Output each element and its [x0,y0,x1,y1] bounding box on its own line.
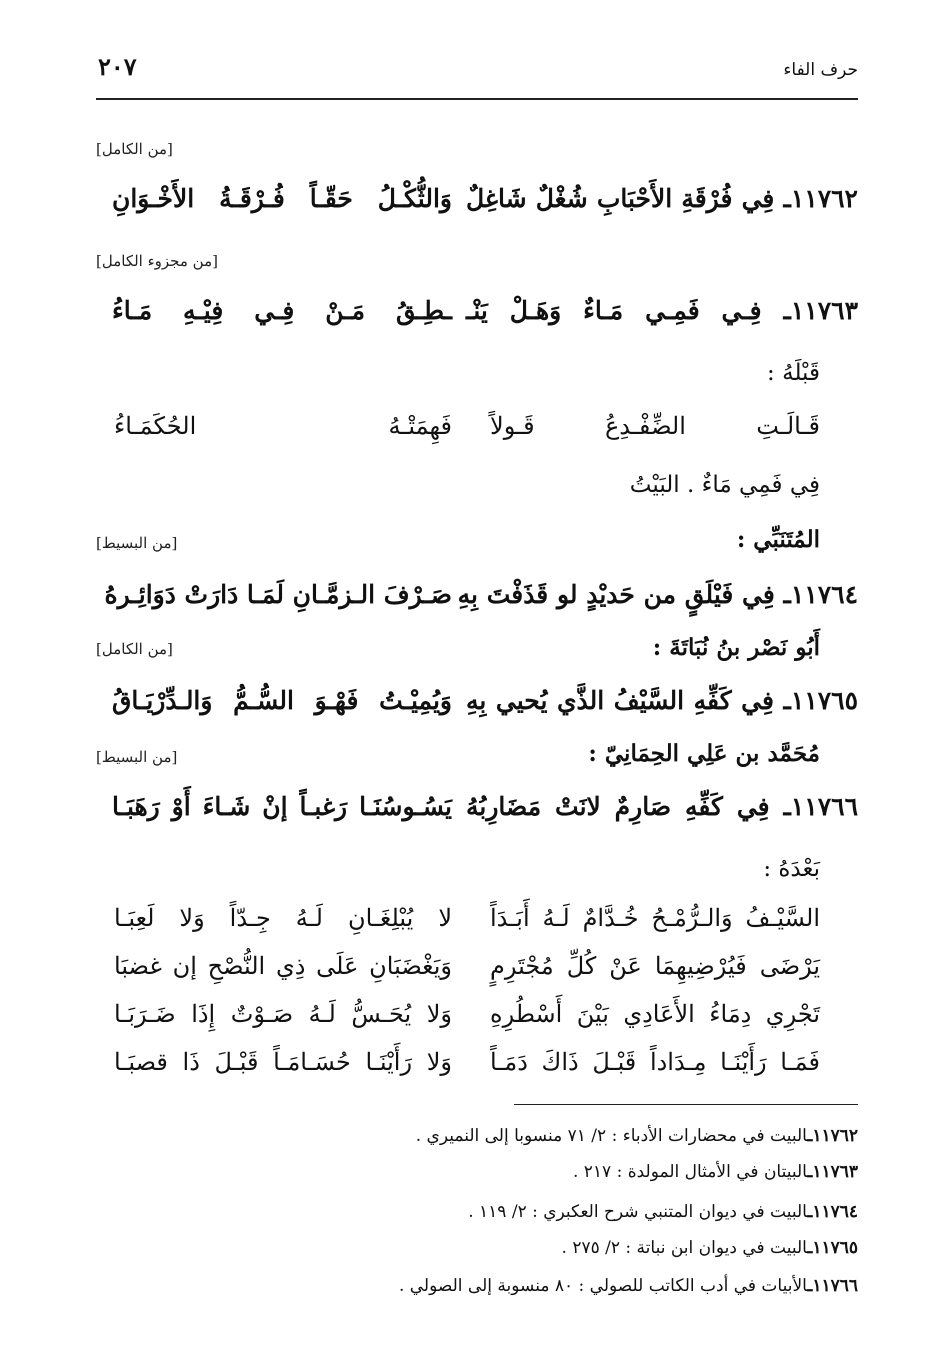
verse-second-hemistich: وَالثُّكْـلُ حَقّـاً فُـرْقَـةُ الأَخْـوَانِ [112,184,452,213]
meter-label: [من البسيط] [96,534,178,552]
verse-number: ١١٧٦٤ـ [783,580,858,609]
meter-label: [من الكامل] [96,640,173,658]
verse-number: ١١٧٦٣ـ [783,296,858,325]
verse-sadr [466,184,858,213]
poet-name: المُتَنَبِّي : [736,526,820,553]
verse-second-hemistich: وَيُمِيْـتُ فَهْـوَ السُّـمُّ وَالـدِّرْيَـاقُ [112,686,452,715]
following-verse-first-hemistich: يَرْضَى فَيُرْضِيهِمَا عَنْ كُلِّ مُجْتَرِمٍ [490,952,820,980]
verse-note: فِي فَمِي مَاءٌ . البَيْتُ [629,472,820,498]
footnote-text: البيتان في الأمثال المولدة : ٢١٧ . [572,1162,808,1182]
verse-sadr [457,580,858,609]
following-verse-second-hemistich: وَلا يُحَـسُّ لَـهُ صَـوْتٌ إِذَا ضَـرَبَـا [114,1000,452,1028]
poet-name: مُحَمَّد بن عَلِي الحِمَانِيّ : [588,740,820,767]
verse-sadr [466,792,858,821]
footnote-number: ١١٧٦٢ـ [807,1126,858,1146]
cited-verse-second-hemistich: فَهِمَتْـهُ الحُكَمَـاءُ [114,412,452,440]
footnote-divider [514,1104,858,1105]
footnote [416,1126,858,1146]
verse-first-hemistich: فِي كَفِّهِ صَارِمٌ لانَتْ مَضَارِبُهُ [466,792,770,821]
footnote [562,1238,858,1258]
following-verse-second-hemistich: وَيَغْضَبَانِ عَلَى ذِي النُّصْحِ إن غضبَا [114,952,452,980]
verse-number: ١١٧٦٦ـ [783,792,858,821]
verse-first-hemistich: فِي فُرْقَةِ الأَحْبَابِ شُغْلٌ شَاغِلٌ [466,184,775,213]
verse-first-hemistich: فِي فَيْلَقٍ من حَديْدٍ لو قَذَفْتَ بِهِ [457,580,775,609]
footnote [468,1202,858,1222]
footnote-number: ١١٧٦٦ـ [807,1276,858,1296]
verse-second-hemistich: ـطِـقُ مَـنْ فِـي فِيْـهِ مَـاءُ [112,296,452,325]
verse-sadr [466,686,858,715]
cited-verse-first-hemistich: قَـالَـتِ الضِّفْـدِعُ قَـولاً [490,412,820,440]
header-divider [96,98,858,100]
meter-label: [من الكامل] [96,140,173,158]
verse-number: ١١٧٦٥ـ [783,686,858,715]
footnote-text: البيت في ديوان ابن نباتة : ٢/ ٢٧٥ . [561,1238,808,1258]
page-header [96,44,858,94]
verse-note: بَعْدَهُ : [763,856,820,882]
footnote-text: البيت في ديوان المتنبي شرح العكبري : ٢/ ١١٩ . [468,1202,808,1222]
verse-note: قَبْلَهُ : [767,360,820,386]
verse-second-hemistich: يَسُـوسُنَـا رَغبـاً إنْ شَـاءَ أَوْ رَهَبَـا [112,792,452,821]
footnote-number: ١١٧٦٣ـ [807,1162,858,1182]
following-verse-first-hemistich: فَمَـا رَأَيْنَـا مِـدَاداً قَبْـلَ ذَاكَ دَمَـاً [490,1048,820,1076]
footnote-number: ١١٧٦٤ـ [807,1202,858,1222]
footnote [573,1162,858,1182]
following-verse-second-hemistich: لا يُبْلِغَـانِ لَـهُ جِـدّاً وَلا لَعِبَـا [114,904,452,932]
footnote [399,1276,858,1296]
verse-first-hemistich: فِي كَفِّهِ السَّيْفُ الذَّي يُحيي بِهِ [466,686,774,715]
footnote-text: الأبيات في أدب الكاتب للصولي : ٨٠ منسوبة إلى الصولي . [398,1276,808,1296]
page-number: ٢٠٧ [98,52,137,81]
following-verse-first-hemistich: السَّيْـفُ وَالـرُّمْـحُ خُـدَّامٌ لَـهُ أَبَـدَاً [490,904,820,932]
meter-label: [من مجزوء الكامل] [96,252,218,270]
footnote-number: ١١٧٦٥ـ [807,1238,858,1258]
verse-number: ١١٧٦٢ـ [783,184,858,213]
meter-label: [من البسيط] [96,748,178,766]
following-verse-second-hemistich: وَلا رَأَيْنَـا حُسَـامَـاً قَبْـلَ ذَا قصبَـا [114,1048,452,1076]
following-verse-first-hemistich: تَجْرِي دِمَاءُ الأَعَادِي بَيْنَ أَسْطُرِهِ [490,1000,820,1028]
verse-sadr [466,296,858,325]
footnote-text: البيت في محضارات الأدباء : ٢/ ٧١ منسوبا إلى النميري . [415,1126,808,1146]
verse-first-hemistich: فِـي فَمِـي مَـاءٌ وَهَـلْ يَنْـ [466,296,762,325]
chapter-title: حرف الفاء [783,60,858,80]
verse-second-hemistich: صَـرْفَ الـزمَّـانِ لَمَـا دَارَتْ دَوَائِـرهُ [104,580,452,609]
poet-name: أَبُو نَصْر بنُ نُبَاتَةَ : [652,634,820,661]
